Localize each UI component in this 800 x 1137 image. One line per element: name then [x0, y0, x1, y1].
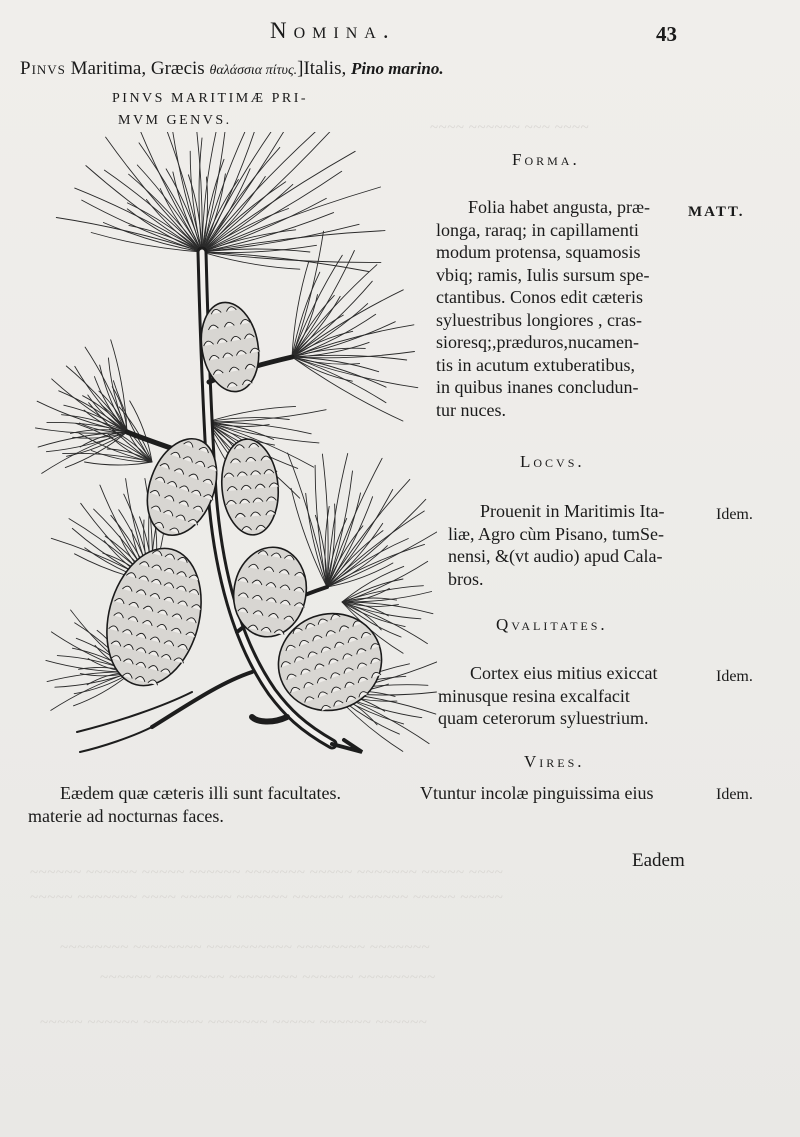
text-line: materie ad nocturnas faces. [28, 806, 224, 826]
section-heading-qualitates: Qvalitates. [496, 615, 608, 634]
text-line: bros. [448, 568, 484, 589]
vires-line-left [60, 782, 341, 805]
page-number: 43 [656, 22, 677, 46]
catchword: Eadem [632, 850, 685, 871]
title-greek: θαλάσσια πίτυς. [209, 63, 298, 78]
text-line: Vtuntur incolæ pinguissima eius [420, 783, 654, 803]
running-head: Nomina. [270, 18, 396, 43]
plant-name: Pinvs [20, 58, 66, 79]
show-through-text: ~~~~~~ ~~~~~~~~ ~~~~~~~~ ~~~~~~ ~~~~~~~~~ [100, 970, 436, 986]
title-italian: Pino marino. [350, 59, 444, 78]
margin-note-idem: Idem. [716, 506, 753, 523]
text-line: liæ, Agro cùm Pisano, tumSe- [448, 523, 664, 544]
section-heading-locus: Locvs. [520, 452, 585, 471]
forma-paragraph [436, 196, 650, 421]
vires-line-right [420, 782, 654, 805]
text-line: Cortex eius mitius exiccat [470, 663, 658, 683]
text-line: Prouenit in Maritimis Ita- [480, 501, 665, 521]
text-line: Eædem quæ cæteris illi sunt facultates. [60, 783, 341, 803]
title-italis: ]Italis, [297, 58, 351, 79]
show-through-text: ~~~~~ ~~~~~~~ ~~~~ ~~~~~~ ~~~~~~ ~~~~~~ ~~~~~~~ ~~~~~ ~~~~~ [30, 890, 504, 906]
show-through-text: ~~~~~ ~~~~~~ ~~~~~~~ ~~~~~~~ ~~~~~ ~~~~~~ ~~~~~~ [40, 1015, 428, 1031]
show-through-text: ~~~~~~ ~~~~~~ ~~~~~ ~~~~~~ ~~~~~~~ ~~~~~ ~~~~~~~ ~~~~~ ~~~~ [30, 865, 504, 881]
text-line: ctantibus. Conos edit cæteris [436, 287, 643, 307]
caption-line: MVM GENVS. [118, 113, 232, 128]
vires-line-left-continued [28, 805, 224, 828]
margin-note-matt: MATT. [688, 204, 745, 220]
text-line: quam ceterorum syluestrium. [438, 708, 649, 728]
plant-title-line [20, 58, 444, 80]
pine-needle [63, 453, 152, 462]
text-line: in quibus inanes concludun- [436, 377, 639, 397]
section-heading-forma: Forma. [512, 150, 580, 169]
text-line: tis in acutum extuberatibus, [436, 354, 635, 375]
text-line: minusque resina excalfacit [438, 685, 630, 706]
figure-caption [112, 88, 352, 132]
text-line: tur nuces. [436, 399, 506, 420]
caption-line: PINVS MARITIMÆ PRI- [112, 91, 309, 106]
text-line: nensi, &(vt audio) apud Cala- [448, 546, 663, 566]
pine-needle [202, 171, 342, 252]
show-through-text: ~~~~~~~~ ~~~~~~~~ ~~~~~~~~~~ ~~~~~~~~ ~~~~~~~ [60, 940, 431, 956]
text-line: sioresq;,præduros,nucamen- [436, 332, 639, 352]
pine-cone [218, 437, 283, 538]
pine-needle [207, 410, 326, 422]
text-line: syluestribus longiores , cras- [436, 309, 642, 330]
qualitates-paragraph [438, 662, 657, 730]
section-heading-vires: Vires. [524, 752, 585, 771]
show-through-text: ~~~~ ~~~~~~ ~~~ ~~~~ [430, 120, 590, 136]
margin-note-idem: Idem. [716, 668, 753, 685]
text-line: longa, raraq; in capillamenti [436, 219, 639, 240]
text-line: Folia habet angusta, præ- [468, 197, 650, 217]
margin-note-idem: Idem. [716, 786, 753, 803]
pine-woodcut-illustration [32, 132, 437, 757]
pine-needle [202, 252, 300, 269]
locus-paragraph [448, 500, 664, 590]
text-line: vbiq; ramis, Iulis sursum spe- [436, 264, 650, 285]
pine-needle [85, 462, 153, 465]
text-line: modum protensa, squamosis [436, 242, 641, 262]
title-latin: Maritima, Græcis [65, 58, 210, 79]
